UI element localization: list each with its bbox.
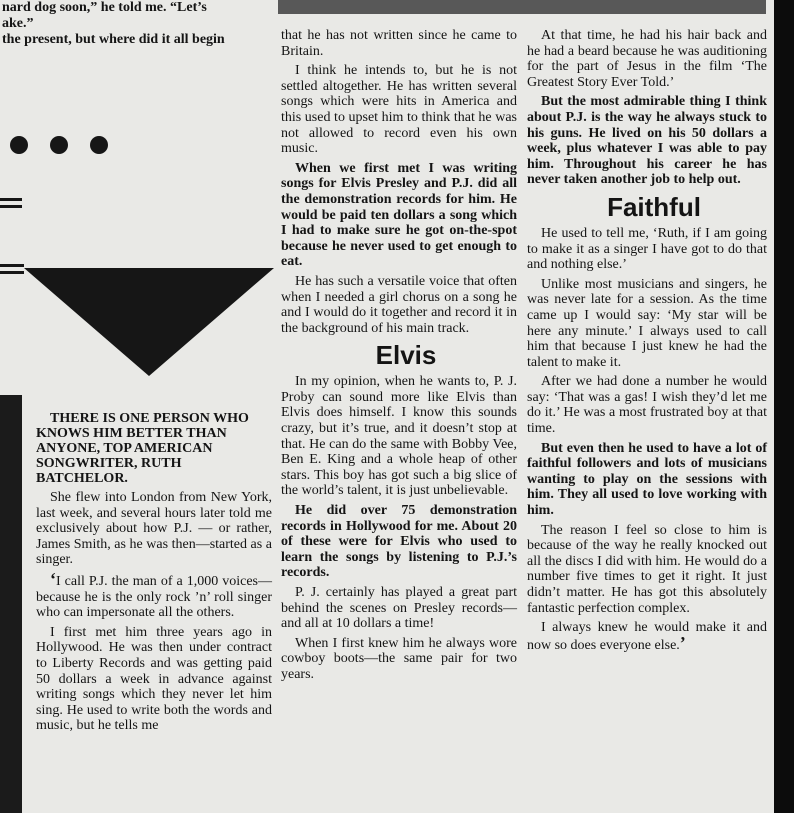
quote-mark-close: ’ bbox=[679, 632, 686, 653]
dot-ornament bbox=[10, 136, 28, 154]
paragraph: P. J. certainly has played a great part behind the scenes on Presley records—and all at 10 dollars a time! bbox=[281, 585, 517, 632]
decorative-rule bbox=[0, 205, 22, 208]
photo-edge bbox=[278, 0, 766, 14]
dot-ornament bbox=[50, 136, 68, 154]
subheading-faithful: Faithful bbox=[607, 191, 701, 222]
paragraph: I first met him three years ago in Hollywood. He was then under contract to Liberty Records and was getting paid 50 dollars a week in advance against writing songs which they never let him sing. He used to write both the words and music, but he tells me bbox=[36, 624, 272, 734]
paragraph: When I first knew him he always wore cowboy boots—the same pair for two years. bbox=[281, 635, 517, 682]
article-lede: THERE IS ONE PERSON WHO KNOWS HIM BETTER THAN ANYONE, TOP AMERICAN SONGWRITER, RUTH BATCHELOR. bbox=[36, 411, 249, 486]
article-column-1 bbox=[36, 411, 272, 738]
decorative-rule bbox=[0, 198, 22, 201]
decorative-rule bbox=[0, 271, 24, 274]
article-column-3 bbox=[527, 28, 767, 657]
scan-border-right bbox=[774, 0, 794, 813]
paragraph: that he has not written since he came to Britain. bbox=[281, 28, 517, 59]
paragraph: After we had done a number he would say: ‘That was a gas! I wish they’d let me do it.’ He was a most frustrated boy at that time. bbox=[527, 374, 767, 437]
paragraph-bold: But the most admirable thing I think about P.J. is the way he always stuck to his guns. He lived on his 50 dollars a week, plus whatever I was able to pay him. Throughout his career he has never taken another job to help out. bbox=[527, 94, 767, 188]
fragment-line: nard dog soon,” he told me. “Let’s bbox=[2, 0, 207, 15]
paragraph: At that time, he had his hair back and he had a beard because he was auditioning for the part of Jesus in the film ‘The Greatest Story Ever Told.’ bbox=[527, 28, 767, 90]
paragraph: He has such a versatile voice that often when I needed a girl chorus on a song he and I would do it together and record it in the background of his main track. bbox=[281, 273, 517, 336]
quote-mark-open: ‘ bbox=[50, 568, 56, 589]
quote-paragraph bbox=[36, 568, 272, 621]
subheading-elvis: Elvis bbox=[375, 340, 437, 371]
decorative-rule bbox=[0, 264, 24, 267]
paragraph: I think he intends to, but he is not settled altogether. He has written several songs which were hits in America and this used to upset him to think that he was not allowed to record even his own music. bbox=[281, 63, 517, 157]
article-column-2 bbox=[281, 28, 517, 687]
paragraph: In my opinion, when he wants to, P. J. Proby can sound more like Elvis than Elvis does himself. I know this sounds crazy, but it’s true, and it doesn’t stop at that. He can do the same with Bobby Vee, Ben E. King and a whole heap of other stars. This boy has got such a big slice of the world’s talent, it is just unbelievable. bbox=[281, 374, 517, 499]
paragraph-bold: He did over 75 demonstration records in Hollywood for me. About 20 of these were for Elvis who used to learn the songs by listening to P.J.’s records. bbox=[281, 503, 517, 581]
closing-paragraph bbox=[527, 620, 767, 653]
paragraph: He used to tell me, ‘Ruth, if I am going to make it as a singer I have got to do that and nothing else.’ bbox=[527, 225, 767, 273]
fragment-line: ake.” bbox=[2, 16, 34, 31]
paragraph-text: I always knew he would make it and now so does everyone else. bbox=[527, 620, 767, 653]
triangle-ornament bbox=[24, 268, 274, 376]
paragraph-bold: When we first met I was writing songs for Elvis Presley and P.J. did all the demonstration records for him. He would be paid ten dollars a song which I had to make sure he got on-the-spot because he never used to get enough to eat. bbox=[281, 160, 517, 270]
fragment-line: the present, but where did it all begin bbox=[2, 32, 225, 47]
paragraph-bold: But even then he used to have a lot of faithful followers and lots of musicians wanting to play on the sessions with him. They all used to love working with him. bbox=[527, 440, 767, 519]
paragraph: Unlike most musicians and singers, he was never late for a session. As the time came up I would say: ‘My star will be here any minute.’ I always used to call him that because I just knew he had the talent to make it. bbox=[527, 276, 767, 370]
paragraph-text: I call P.J. the man of a 1,000 voices—because he is the only rock ’n’ roll singer who can impersonate all the others. bbox=[36, 573, 272, 621]
dot-ornament bbox=[90, 136, 108, 154]
paragraph: The reason I feel so close to him is because of the way he really knocked out all the discs I did with him. He would do a number five times to get it right. It just didn’t matter. He has got this absolutely fantastic perfection complex. bbox=[527, 522, 767, 616]
decorative-dots bbox=[10, 128, 110, 164]
paragraph: She flew into London from New York, last week, and several hours later told me exclusively about how P.J. — or rather, James Smith, as he was then—started as a singer. bbox=[36, 490, 272, 568]
previous-article-fragment bbox=[2, 0, 270, 48]
scan-border-left bbox=[0, 395, 22, 813]
